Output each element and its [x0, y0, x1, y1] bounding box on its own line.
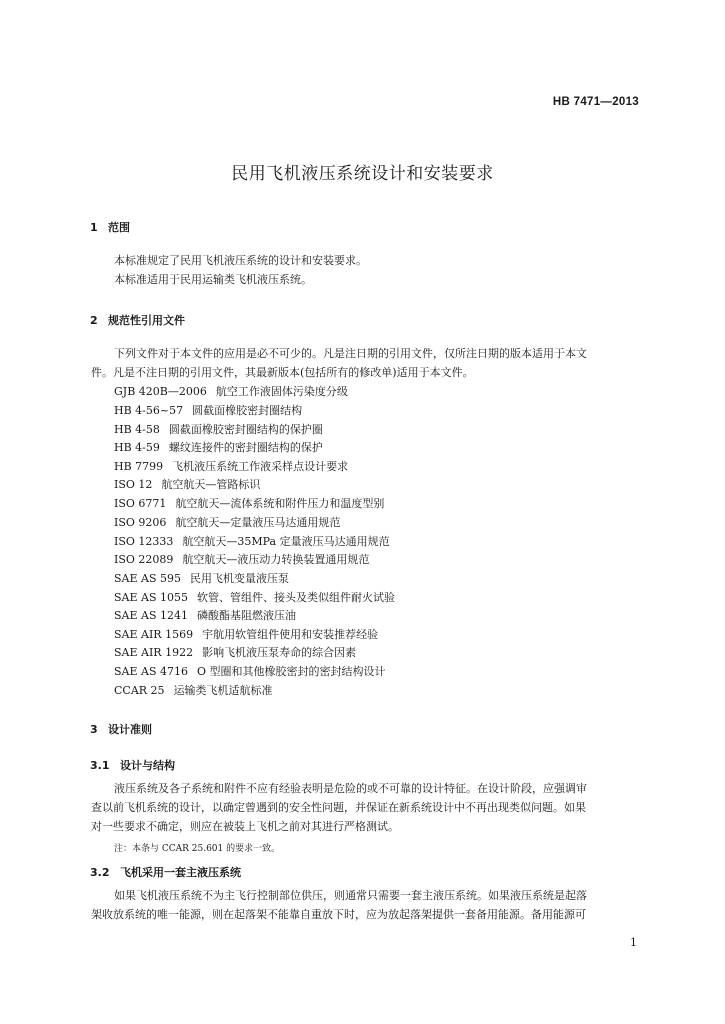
reference-title: 软管、管组件、接头及类似组件耐火试验 — [196, 591, 395, 604]
note: 注：本条与 CCAR 25.601 的要求一致。 — [114, 844, 281, 854]
reference-code: SAE AS 1241 — [114, 609, 188, 622]
reference-code: ISO 6771 — [114, 497, 167, 510]
reference-item — [114, 423, 323, 437]
reference-item — [114, 572, 289, 586]
reference-title: 航空航天—液压动力转换装置通用规范 — [182, 553, 370, 566]
reference-item — [114, 646, 356, 660]
reference-title: 圆截面橡胶密封圈结构 — [192, 404, 303, 417]
reference-code: SAE AS 4716 — [114, 665, 188, 678]
reference-code: HB 4-56~57 — [114, 404, 184, 417]
reference-code: ISO 12333 — [114, 535, 174, 548]
standard-number: HB 7471—2013 — [552, 96, 639, 108]
reference-title: 磷酸酯基阻燃液压油 — [196, 609, 296, 622]
subsection-number: 3.1 — [90, 759, 110, 772]
page-number: 1 — [630, 936, 637, 949]
reference-item — [114, 516, 340, 530]
reference-item — [114, 460, 348, 474]
reference-title: 影响飞机液压泵寿命的综合因素 — [202, 646, 357, 659]
paragraph: 件。凡是不注日期的引用文件，其最新版本(包括所有的修改单)适用于本文件。 — [91, 366, 474, 379]
reference-item — [114, 665, 386, 679]
section-title: 设计准则 — [108, 723, 152, 736]
section-3-heading — [90, 721, 152, 737]
reference-code: SAE AIR 1922 — [114, 646, 194, 659]
reference-title: 航空工作液固体污染度分级 — [215, 385, 348, 398]
reference-title: 宇航用软管组件使用和安装推荐经验 — [202, 628, 379, 641]
paragraph: 架收放系统的唯一能源，则在起落架不能靠自重放下时，应为放起落架提供一套备用能源。备用能源可 — [91, 908, 586, 921]
reference-code: SAE AS 595 — [114, 572, 181, 585]
reference-code: ISO 12 — [114, 478, 153, 491]
reference-code: HB 7799 — [114, 460, 164, 473]
reference-title: 航空航天—定量液压马达通用规范 — [175, 516, 341, 529]
reference-item — [114, 478, 260, 492]
reference-item — [114, 553, 369, 567]
reference-title: O 型圈和其他橡胶密封的密封结构设计 — [196, 665, 386, 678]
reference-code: SAE AIR 1569 — [114, 628, 194, 641]
reference-item — [114, 535, 390, 549]
subsection-title: 设计与结构 — [120, 759, 175, 772]
paragraph: 对一些要求不确定，则应在被装上飞机之前对其进行严格测试。 — [91, 820, 399, 833]
reference-code: SAE AS 1055 — [114, 591, 188, 604]
reference-code: HB 4-58 — [114, 423, 160, 436]
document-title: 民用飞机液压系统设计和安装要求 — [231, 164, 494, 184]
section-number: 1 — [90, 221, 98, 234]
reference-title: 飞机液压系统工作液采样点设计要求 — [172, 460, 349, 473]
paragraph: 本标准适用于民用运输类飞机液压系统。 — [114, 273, 312, 286]
paragraph: 液压系统及各子系统和附件不应有经验表明是危险的或不可靠的设计特征。在设计阶段，应强调审 — [114, 782, 587, 795]
paragraph: 本标准规定了民用飞机液压系统的设计和安装要求。 — [114, 254, 367, 267]
section-title: 范围 — [108, 221, 130, 234]
paragraph: 下列文件对于本文件的应用是必不可少的。凡是注日期的引用文件，仅所注日期的版本适用于本文 — [114, 347, 587, 360]
reference-code: CCAR 25 — [114, 684, 165, 697]
reference-item — [114, 441, 323, 455]
section-1-heading — [90, 219, 130, 235]
subsection-3-1-heading — [90, 757, 175, 773]
reference-code: ISO 9206 — [114, 516, 167, 529]
section-2-heading — [90, 312, 185, 328]
reference-item — [114, 628, 378, 642]
section-title: 规范性引用文件 — [108, 314, 185, 327]
reference-title: 航空航天—管路标识 — [161, 478, 261, 491]
section-number: 3 — [90, 723, 98, 736]
reference-item — [114, 385, 348, 399]
subsection-3-2-heading — [90, 864, 241, 880]
reference-item — [114, 497, 384, 511]
reference-item — [114, 404, 302, 418]
reference-code: ISO 22089 — [114, 553, 174, 566]
reference-item — [114, 684, 273, 698]
paragraph: 如果飞机液压系统不为主飞行控制部位供压，则通常只需要一套主液压系统。如果液压系统是起落 — [114, 889, 587, 902]
reference-title: 航空航天—流体系统和附件压力和温度型别 — [175, 497, 385, 510]
reference-code: HB 4-59 — [114, 441, 160, 454]
subsection-title: 飞机采用一套主液压系统 — [120, 866, 241, 879]
reference-code: GJB 420B—2006 — [114, 385, 207, 398]
subsection-number: 3.2 — [90, 866, 110, 879]
reference-item — [114, 609, 296, 623]
reference-title: 螺纹连接件的密封圈结构的保护 — [168, 441, 323, 454]
reference-title: 圆截面橡胶密封圈结构的保护圈 — [168, 423, 323, 436]
reference-item — [114, 591, 395, 605]
reference-title: 运输类飞机适航标准 — [173, 684, 273, 697]
reference-title: 民用飞机变量液压泵 — [189, 572, 289, 585]
paragraph: 查以前飞机系统的设计，以确定曾遇到的安全性问题，并保证在新系统设计中不再出现类似问题。如果 — [91, 801, 586, 814]
section-number: 2 — [90, 314, 98, 327]
reference-title: 航空航天—35MPa 定量液压马达通用规范 — [182, 535, 390, 548]
